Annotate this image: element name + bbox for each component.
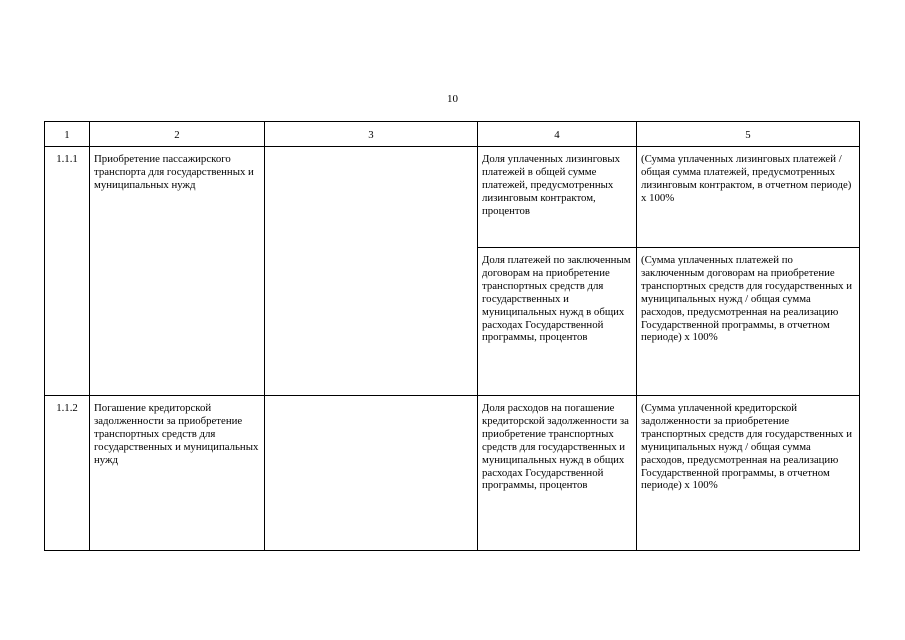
column-3-cell xyxy=(265,396,478,551)
column-header-1: 1 xyxy=(45,122,90,147)
indicator-formula: (Сумма уплаченных платежей по заключенным договорам на приобретение транспортных средств для государственных и муниципальных нужд / общая сумма расходов, предусмотренная на реализацию Государственной программы, в отчетном периоде) х 100% xyxy=(637,248,860,396)
indicators-table xyxy=(44,121,860,551)
row-number: 1.1.2 xyxy=(45,396,90,551)
indicator-formula: (Сумма уплаченных лизинговых платежей / общая сумма платежей, предусмотренных лизинговым контрактом, в отчетном периоде) х 100% xyxy=(637,147,860,248)
row-number: 1.1.1 xyxy=(45,147,90,396)
measure-name: Приобретение пассажирского транспорта для государственных и муниципальных нужд xyxy=(90,147,265,396)
column-3-cell xyxy=(265,147,478,396)
column-header-5: 5 xyxy=(637,122,860,147)
indicator-name: Доля уплаченных лизинговых платежей в общей сумме платежей, предусмотренных лизинговым контрактом, процентов xyxy=(478,147,637,248)
measure-name: Погашение кредиторской задолженности за приобретение транспортных средств для государственных и муниципальных нужд xyxy=(90,396,265,551)
table-row xyxy=(45,147,860,248)
page-number: 10 xyxy=(447,93,458,105)
indicator-formula: (Сумма уплаченной кредиторской задолженности за приобретение транспортных средств для государственных и муниципальных нужд / общая сумма расходов, предусмотренная на реализацию Государственной программы, в отчетном периоде) х 100% xyxy=(637,396,860,551)
column-header-3: 3 xyxy=(265,122,478,147)
header-row xyxy=(45,122,860,147)
table-row xyxy=(45,396,860,551)
indicator-name: Доля платежей по заключенным договорам на приобретение транспортных средств для государственных и муниципальных нужд в общих расходах Государственной программы, процентов xyxy=(478,248,637,396)
column-header-4: 4 xyxy=(478,122,637,147)
column-header-2: 2 xyxy=(90,122,265,147)
indicator-name: Доля расходов на погашение кредиторской задолженности за приобретение транспортных средств для государственных и муниципальных нужд в общих расходах Государственной программы, процентов xyxy=(478,396,637,551)
